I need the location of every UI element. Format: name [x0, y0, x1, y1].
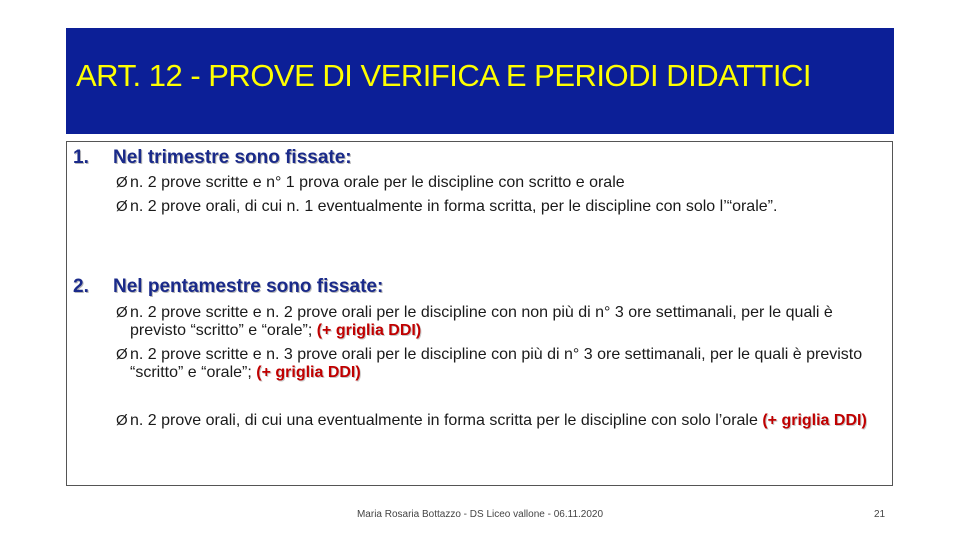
page-number: 21	[874, 509, 886, 520]
arrow-bullet-icon: Ø	[116, 304, 128, 321]
arrow-bullet-icon: Ø	[116, 346, 128, 363]
section-2-title: Nel pentamestre sono fissate:	[113, 276, 384, 297]
griglia-ddi-note: (+ griglia DDI)	[316, 322, 422, 339]
griglia-ddi-note: (+ griglia DDI)	[256, 364, 361, 381]
list-item	[116, 198, 876, 216]
section-1-heading	[73, 147, 352, 169]
list-item	[116, 304, 876, 340]
arrow-bullet-icon: Ø	[116, 198, 128, 215]
content-box	[66, 141, 893, 486]
arrow-bullet-icon: Ø	[116, 174, 128, 191]
list-item-text: n. 2 prove orali, di cui una eventualmente in forma scritta per le discipline con solo l’orale (+ griglia DDI)	[130, 412, 867, 429]
section-2-number: 2.	[73, 276, 89, 297]
list-item	[116, 174, 876, 192]
list-item-text: n. 2 prove scritte e n. 2 prove orali per le discipline con non più di n° 3 ore settimanali, per le quali è previsto “scritto” e “orale”; (+ griglia DDI)	[130, 304, 833, 339]
section-1-title: Nel trimestre sono fissate:	[113, 147, 352, 168]
list-item-text: n. 2 prove orali, di cui n. 1 eventualmente in forma scritta, per le discipline con solo l’“orale”.	[130, 198, 778, 215]
arrow-bullet-icon: Ø	[116, 412, 128, 429]
title-bar	[66, 28, 894, 134]
griglia-ddi-note: (+ griglia DDI)	[762, 412, 867, 429]
section-2-heading	[73, 276, 383, 298]
slide-title: ART. 12 - PROVE DI VERIFICA E PERIODI DIDATTICI	[76, 58, 812, 93]
section-1-number: 1.	[73, 147, 89, 168]
list-item-text: n. 2 prove scritte e n° 1 prova orale per le discipline con scritto e orale	[130, 174, 625, 191]
list-item	[116, 346, 876, 382]
list-item-text: n. 2 prove scritte e n. 3 prove orali per le discipline con più di n° 3 ore settimanali, per le quali è previsto “scritto” e “orale”; (+ griglia DDI)	[130, 346, 863, 381]
list-item	[116, 412, 876, 430]
footer-text: Maria Rosaria Bottazzo - DS Liceo vallone - 06.11.2020	[356, 509, 604, 520]
